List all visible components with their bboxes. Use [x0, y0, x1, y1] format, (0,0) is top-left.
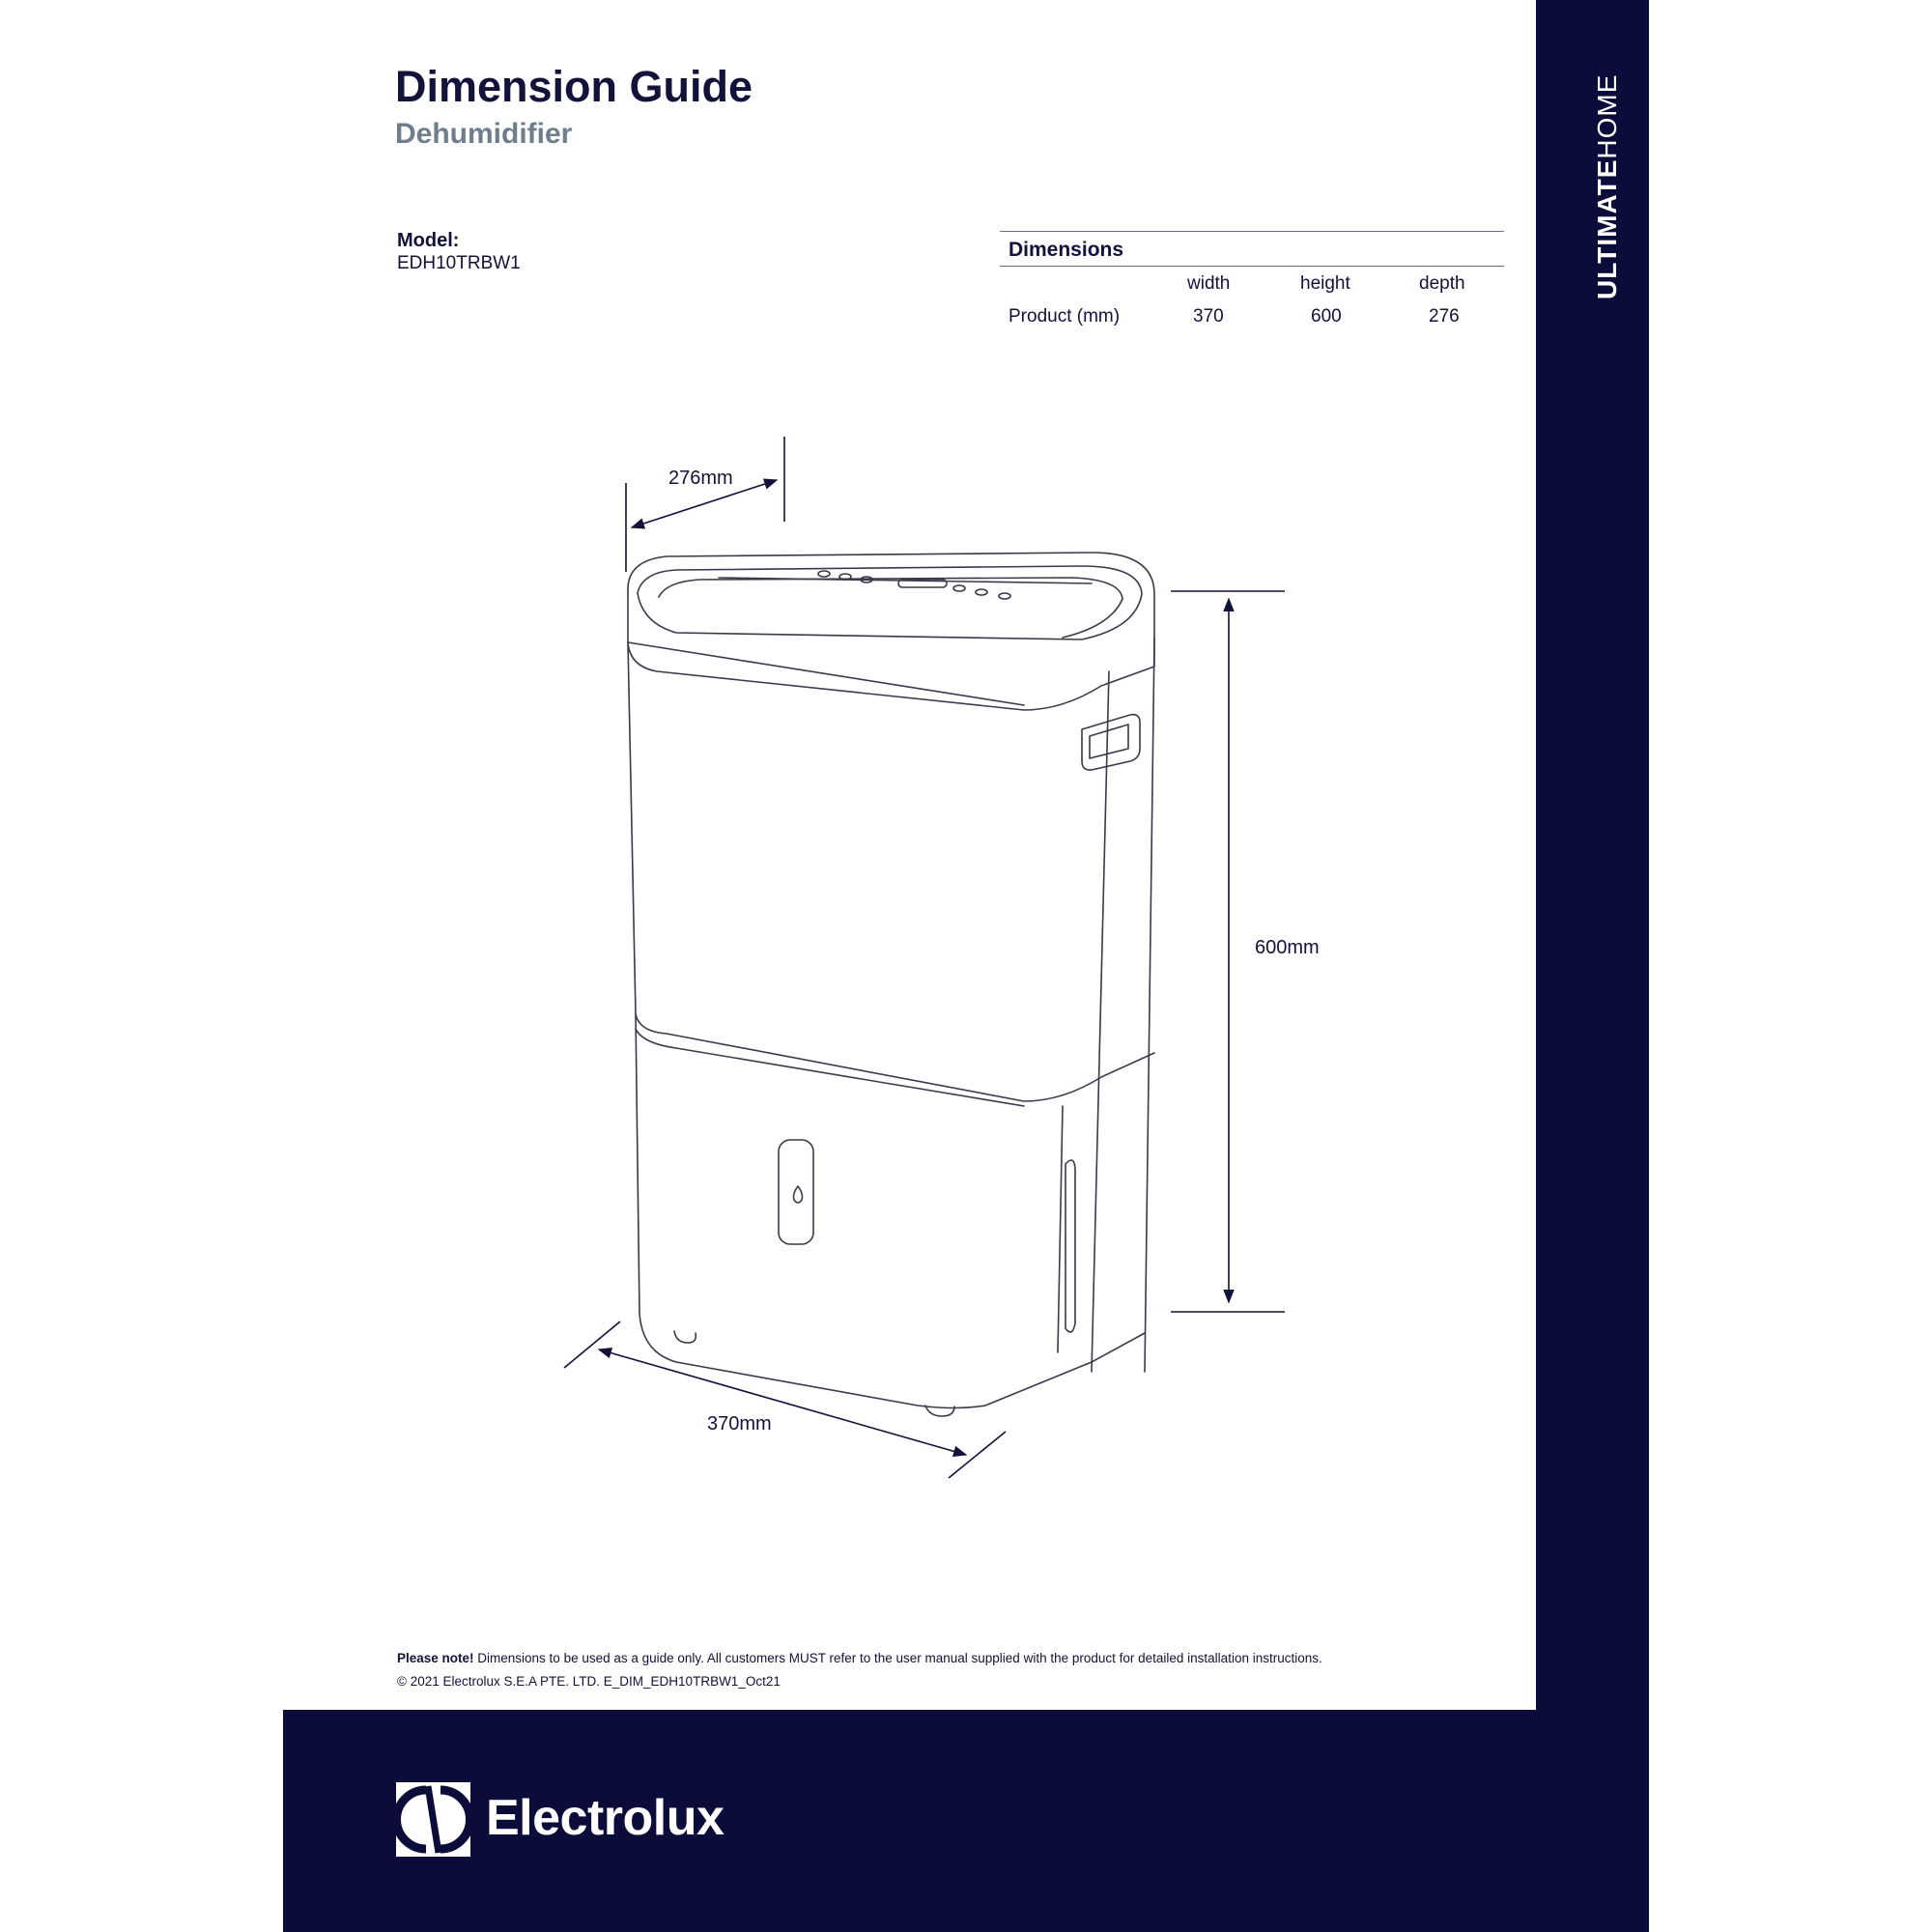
model-label: Model: — [397, 230, 460, 251]
cell-height: 600 — [1311, 306, 1342, 327]
width-extension-left — [564, 1321, 620, 1368]
unit-front-left — [628, 642, 636, 1014]
unit-front-seam — [636, 1029, 1024, 1106]
column-header-depth: depth — [1419, 273, 1465, 294]
dimensions-table-title: Dimensions — [1009, 239, 1124, 261]
side-window — [1065, 1160, 1075, 1332]
unit-lid-panel — [659, 578, 1122, 638]
unit-side-edge — [1092, 671, 1109, 1372]
disclaimer-note — [397, 1651, 1322, 1665]
page-subtitle: Dehumidifier — [395, 118, 573, 150]
depth-label: 276mm — [668, 468, 733, 489]
control-button — [818, 571, 830, 577]
unit-front-lower-corner — [1058, 1106, 1063, 1352]
side-brand-bold: ULTIMATE — [1592, 158, 1622, 299]
side-handle — [1082, 715, 1140, 770]
unit-body-front — [628, 589, 1154, 710]
column-header-width: width — [1187, 273, 1231, 294]
height-label: 600mm — [1255, 937, 1320, 958]
note-text: Dimensions to be used as a guide only. All customers MUST refer to the user manual supplied with the product for detailed installation instructions. — [473, 1651, 1322, 1665]
electrolux-logo-icon — [396, 1782, 470, 1857]
unit-side-right — [1145, 638, 1154, 1372]
page-title: Dimension Guide — [395, 62, 753, 111]
control-button — [953, 585, 965, 591]
unit-front-mid — [636, 1014, 1154, 1101]
unit-top-outline — [628, 553, 1154, 638]
electrolux-wordmark: Electrolux — [486, 1790, 724, 1846]
column-header-height: height — [1300, 273, 1350, 294]
control-button — [976, 589, 987, 595]
width-dimension-line — [599, 1350, 966, 1455]
row-label-product: Product (mm) — [1009, 306, 1121, 327]
width-label: 370mm — [707, 1413, 772, 1435]
unit-front-lower-left — [636, 1014, 1145, 1408]
copyright-text: © 2021 Electrolux S.E.A PTE. LTD. E_DIM_EDH10TRBW1_Oct21 — [397, 1674, 781, 1689]
water-drop-icon — [794, 1186, 803, 1203]
water-level-window — [779, 1140, 813, 1244]
wheel — [674, 1331, 696, 1343]
note-bold: Please note! — [397, 1651, 474, 1665]
cell-depth: 276 — [1429, 306, 1460, 327]
side-brand-light: HOME — [1592, 73, 1622, 159]
unit-upper-band — [628, 642, 1024, 705]
width-extension-right — [949, 1432, 1006, 1478]
side-handle-inner — [1090, 724, 1128, 758]
control-button — [999, 593, 1010, 599]
cell-width: 370 — [1193, 306, 1224, 327]
model-value: EDH10TRBW1 — [397, 253, 521, 273]
